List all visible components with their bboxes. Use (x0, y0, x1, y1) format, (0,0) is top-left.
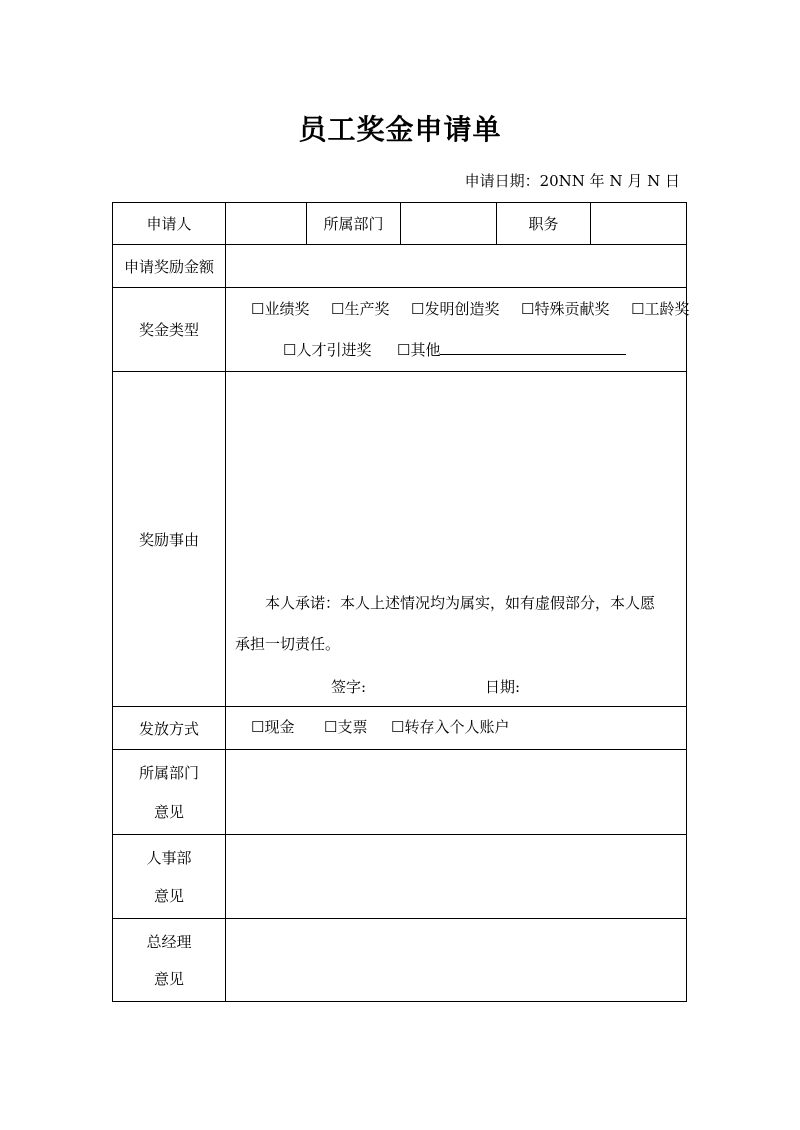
checkbox-transfer-to-account[interactable]: ☐转存入个人账户 (391, 718, 510, 736)
hr-opinion-label-line1: 人事部 (146, 849, 192, 867)
position-label: 职务 (528, 215, 559, 233)
checkbox-performance-bonus[interactable]: ☐业绩奖 (251, 300, 310, 318)
application-form-table (112, 202, 690, 1002)
checkbox-other[interactable]: ☐其他 (397, 341, 441, 359)
hr-opinion-label-line2: 意见 (153, 887, 184, 905)
checkbox-invention-bonus[interactable]: ☐发明创造奖 (411, 300, 500, 318)
dept-opinion-label-line2: 意见 (153, 803, 184, 821)
payment-method-label: 发放方式 (138, 719, 199, 738)
date-label: 日期: (485, 678, 521, 696)
reason-label: 奖励事由 (138, 530, 199, 549)
promise-text (235, 583, 685, 665)
promise-line-2: 承担一切责任。 (235, 635, 341, 653)
checkbox-talent-introduction-bonus[interactable]: ☐人才引进奖 (283, 341, 372, 359)
hr-opinion-label (113, 835, 225, 918)
applicant-label: 申请人 (146, 215, 192, 233)
dept-opinion-label-line1: 所属部门 (138, 764, 199, 782)
other-blank-line[interactable] (440, 340, 626, 355)
gm-opinion-label (113, 919, 225, 1001)
checkbox-seniority-bonus[interactable] (631, 300, 689, 318)
gm-opinion-label-line2: 意见 (153, 970, 184, 988)
hr-opinion-field[interactable] (226, 835, 686, 918)
checkbox-production-bonus[interactable]: ☐生产奖 (331, 300, 390, 318)
seniority-bonus-label: ☐工龄奖 (631, 300, 690, 318)
reason-field[interactable] (226, 372, 686, 582)
amount-label: 申请奖励金额 (123, 257, 214, 276)
department-label: 所属部门 (323, 215, 384, 233)
checkbox-cash[interactable]: ☐现金 (251, 718, 295, 736)
gm-opinion-label-line1: 总经理 (146, 933, 192, 951)
checkbox-cheque[interactable]: ☐支票 (324, 718, 368, 736)
department-field[interactable] (401, 203, 496, 244)
gm-opinion-field[interactable] (226, 919, 686, 1001)
bonus-type-label: 奖金类型 (138, 321, 199, 339)
checkbox-special-contribution-bonus[interactable]: ☐特殊贡献奖 (521, 300, 610, 318)
promise-line-1: 本人承诺：本人上述情况均为属实，如有虚假部分，本人愿 (265, 594, 656, 612)
payment-options (251, 707, 509, 748)
amount-field[interactable] (226, 245, 686, 287)
apply-date: 申请日期：20NN 年 N 月 N 日 (464, 172, 680, 190)
dept-opinion-label (113, 750, 225, 834)
sign-label: 签字: (331, 678, 367, 696)
form-title: 员工奖金申请单 (298, 113, 502, 146)
applicant-field[interactable] (226, 203, 306, 244)
dept-opinion-field[interactable] (226, 750, 686, 834)
position-field[interactable] (591, 203, 686, 244)
bonus-type-options (235, 289, 690, 371)
